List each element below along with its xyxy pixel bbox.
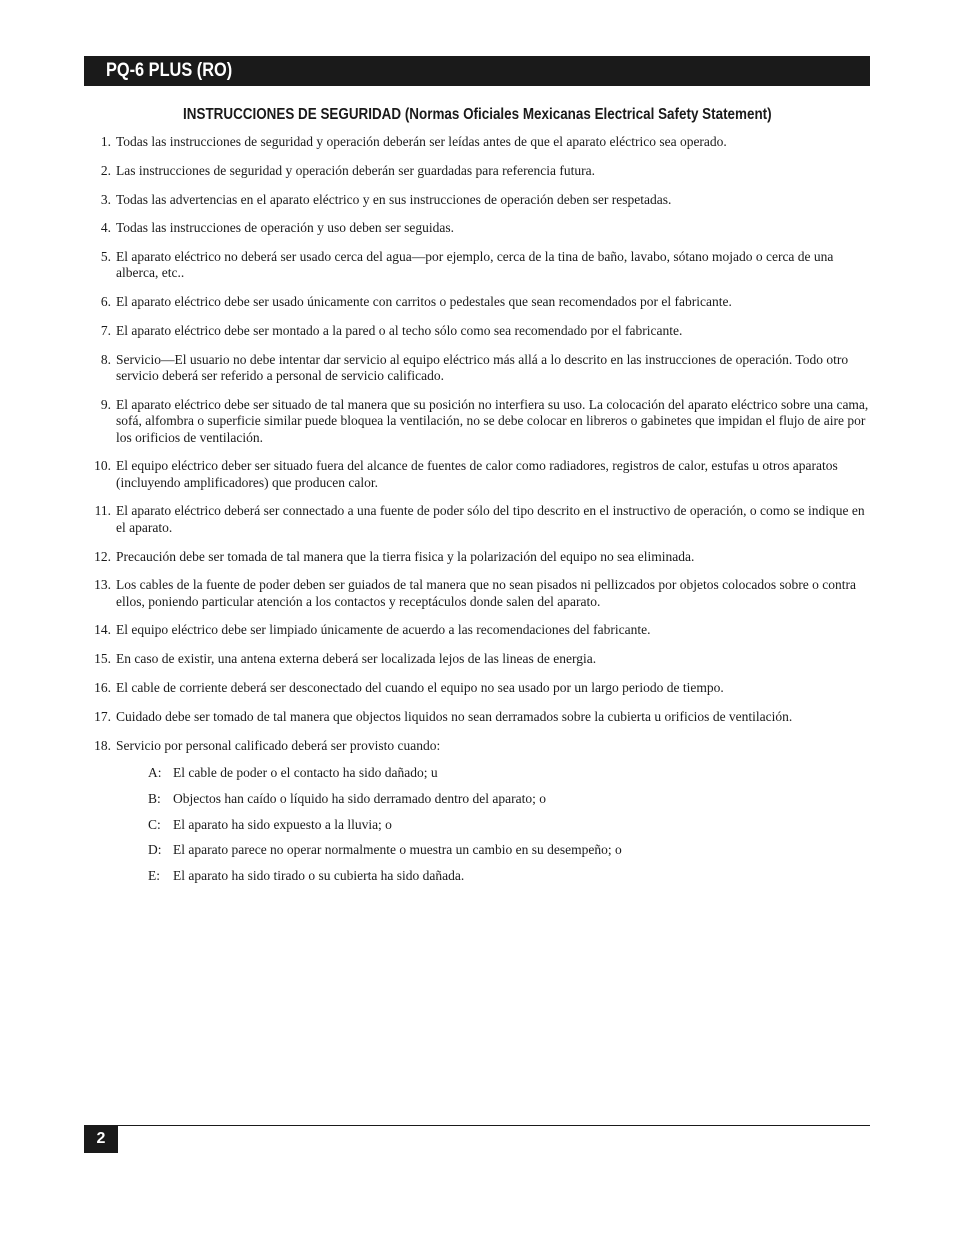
item-text: El aparato eléctrico deberá ser connectado a una fuente de poder sólo del tipo descrito en el instructivo de operación, o como se indique en el aparato. xyxy=(116,503,865,535)
list-item xyxy=(84,577,870,610)
sub-item-text: Objectos han caído o líquido ha sido derramado dentro del aparato; o xyxy=(173,790,547,806)
sub-item-letter: B: xyxy=(148,790,161,806)
item-number: 1. xyxy=(100,134,111,149)
item-text: El aparato eléctrico no deberá ser usado cerca del agua—por ejemplo, cerca de la tina de baño, lavabo, sótano mojado o cerca de una alberca, etc.. xyxy=(116,249,834,281)
item-number: 10. xyxy=(94,458,111,474)
item-text: El equipo eléctrico deber ser situado fuera del alcance de fuentes de calor como radiadores, registros de calor, estufas u otros aparatos (incluyendo amplificadores) que producen calor. xyxy=(116,458,838,490)
service-conditions-list xyxy=(116,765,870,884)
header-bar xyxy=(84,56,870,86)
item-number: 17. xyxy=(94,708,111,724)
item-number: 6. xyxy=(100,294,111,310)
item-number: 5. xyxy=(100,249,111,265)
item-text: Todas las instrucciones de seguridad y operación deberán ser leídas antes de que el aparato eléctrico sea operado. xyxy=(116,134,727,149)
item-text: Todas las instrucciones de operación y uso deben ser seguidas. xyxy=(116,220,454,236)
list-item xyxy=(84,163,870,179)
footer-divider xyxy=(84,1125,870,1126)
item-number: 4. xyxy=(100,220,111,236)
item-text: En caso de existir, una antena externa deberá ser localizada lejos de las lineas de energia. xyxy=(116,651,597,667)
safety-instructions-list xyxy=(84,134,870,897)
item-text: El aparato eléctrico debe ser montado a la pared o al techo sólo como sea recomendado por el fabricante. xyxy=(116,323,683,339)
list-item xyxy=(84,503,870,536)
item-text: El aparato eléctrico debe ser situado de tal manera que su posición no interfiera su uso. La colocación del aparato eléctrico sobre una cama, sofá, alfombra o superficie similar puede bloquea la ventilación, no se debe colocar en libreros o gabinetes que impidan el flujo de aire por los orificios de ventilación. xyxy=(116,396,869,445)
item-number: 14. xyxy=(94,622,111,638)
sub-item-letter: D: xyxy=(148,842,162,858)
list-item xyxy=(84,323,870,339)
item-number: 12. xyxy=(94,548,111,564)
section-title-text: INSTRUCCIONES DE SEGURIDAD (Normas Oficiales Mexicanas Electrical Safety Statement) xyxy=(182,106,772,123)
page-number: 2 xyxy=(84,1125,118,1153)
sub-list-item xyxy=(148,765,870,781)
item-text: Servicio por personal calificado deberá ser provisto cuando: xyxy=(116,737,441,753)
list-item xyxy=(84,134,870,150)
item-text: Las instrucciones de seguridad y operación deberán ser guardadas para referencia futura. xyxy=(116,162,596,178)
item-text: Servicio—El usuario no debe intentar dar servicio al equipo eléctrico más allá a lo descrito en las instrucciones de operación. Todo otro servicio deberá ser referido a personal de servicio calificado. xyxy=(116,351,849,384)
list-item xyxy=(84,709,870,725)
item-text: Precaución debe ser tomada de tal manera que la tierra fisica y la polarización del equipo no sea eliminada. xyxy=(116,548,695,564)
list-item xyxy=(84,622,870,638)
list-item xyxy=(84,249,870,282)
list-item xyxy=(84,738,870,884)
item-number: 16. xyxy=(94,680,111,696)
sub-item-letter: A: xyxy=(148,764,162,780)
sub-item-text: El cable de poder o el contacto ha sido dañado; u xyxy=(173,764,438,780)
item-number: 11. xyxy=(94,503,111,519)
item-number: 2. xyxy=(100,162,111,178)
item-number: 15. xyxy=(94,651,111,667)
header-title: PQ-6 PLUS (RO) xyxy=(106,60,233,81)
list-item xyxy=(84,352,870,385)
list-item xyxy=(84,458,870,491)
item-text: Todas las advertencias en el aparato eléctrico y en sus instrucciones de operación deben ser respetadas. xyxy=(116,191,672,207)
sub-list-item xyxy=(148,791,870,807)
sub-list-item xyxy=(148,842,870,858)
item-text: Cuidado debe ser tomado de tal manera que objectos liquidos no sean derramados sobre la cubierta u orificios de ventilación. xyxy=(116,708,793,724)
list-item xyxy=(84,651,870,667)
item-text: El cable de corriente deberá ser desconectado del cuando el equipo no sea usado por un largo periodo de tiempo. xyxy=(116,680,724,696)
item-number: 3. xyxy=(100,191,111,207)
item-number: 8. xyxy=(100,351,111,367)
list-item xyxy=(84,549,870,565)
sub-item-text: El aparato ha sido tirado o su cubierta ha sido dañada. xyxy=(173,868,465,884)
item-text: El equipo eléctrico debe ser limpiado únicamente de acuerdo a las recomendaciones del fabricante. xyxy=(116,622,651,638)
item-number: 18. xyxy=(94,737,111,753)
sub-list-item xyxy=(148,868,870,884)
item-text: Los cables de la fuente de poder deben ser guiados de tal manera que no sean pisados ni pellizcados por objetos colocados sobre o contra ellos, poniendo particular atención a los contactos y receptáculos donde salen del aparato. xyxy=(116,577,857,609)
item-number: 13. xyxy=(94,577,111,593)
sub-item-letter: C: xyxy=(148,816,161,832)
list-item xyxy=(84,294,870,310)
list-item xyxy=(84,220,870,236)
list-item xyxy=(84,192,870,208)
sub-item-text: El aparato parece no operar normalmente o muestra un cambio en su desempeño; o xyxy=(173,842,622,858)
sub-item-text: El aparato ha sido expuesto a la lluvia; o xyxy=(173,816,392,832)
sub-list-item xyxy=(148,817,870,833)
list-item xyxy=(84,397,870,446)
list-item xyxy=(84,680,870,696)
item-number: 9. xyxy=(100,396,111,412)
item-text: El aparato eléctrico debe ser usado únicamente con carritos o pedestales que sean recomendados por el fabricante. xyxy=(116,294,732,310)
section-title xyxy=(84,104,870,126)
sub-item-letter: E: xyxy=(148,868,160,884)
item-number: 7. xyxy=(100,323,111,339)
